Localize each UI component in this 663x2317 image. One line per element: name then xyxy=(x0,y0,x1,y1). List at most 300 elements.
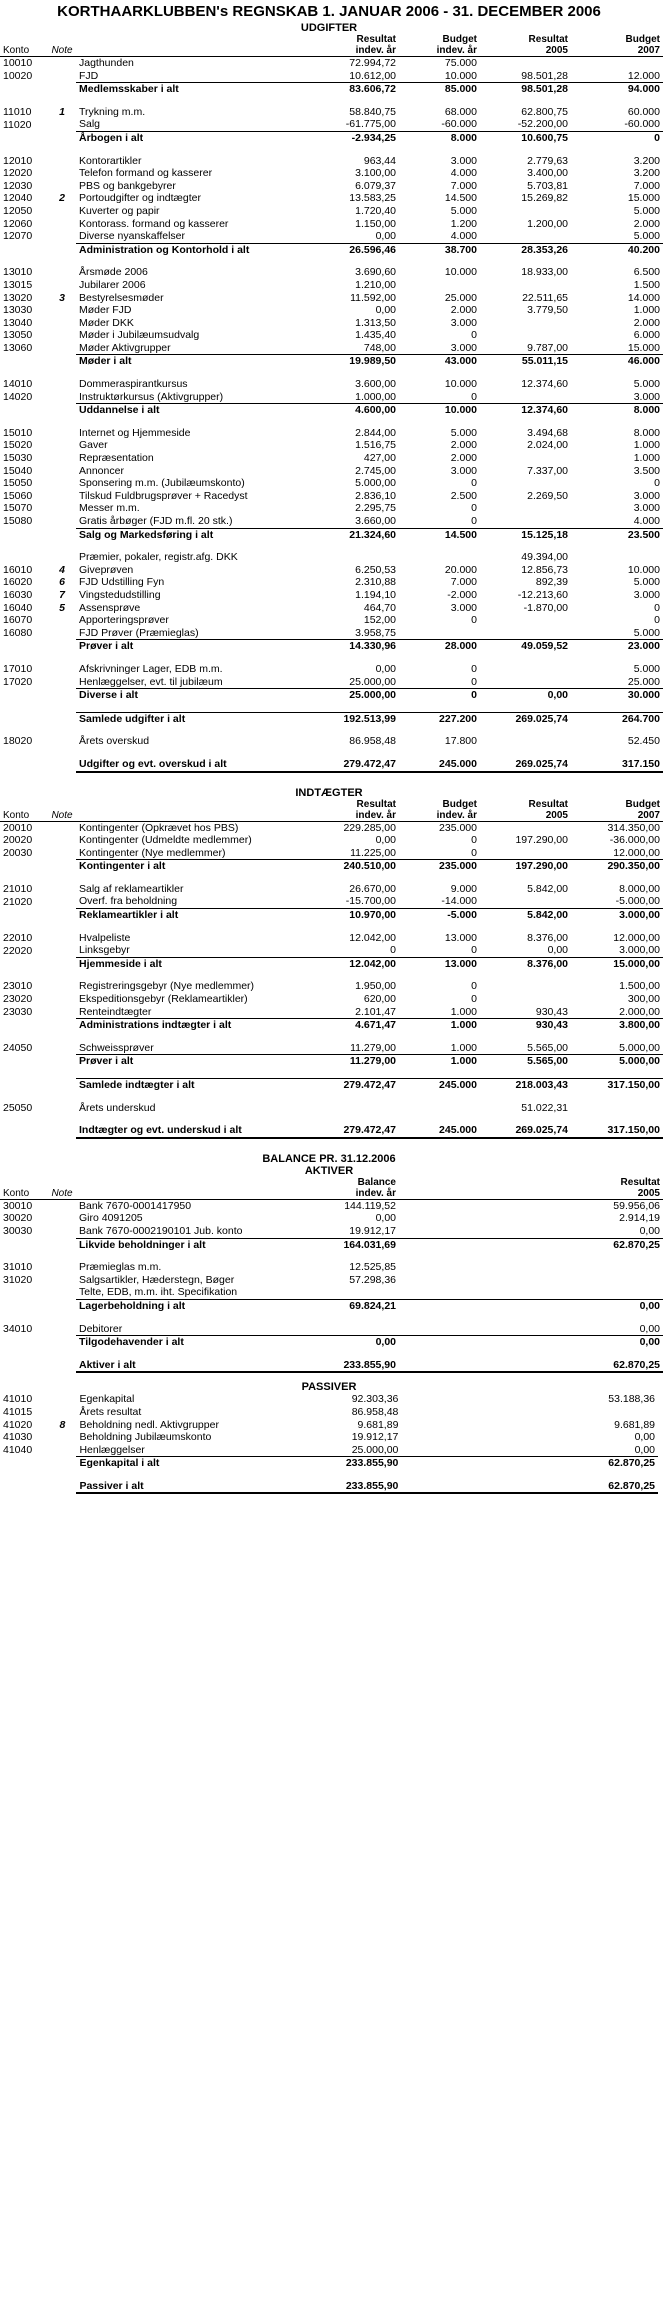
value-result: 21.324,60 xyxy=(314,528,399,541)
spacer-cell xyxy=(0,1032,48,1042)
account-name: Kontingenter (Opkrævet hos PBS) xyxy=(79,821,239,834)
spacer-cell xyxy=(314,1032,399,1042)
spacer-cell xyxy=(48,541,76,551)
value-result: 1.516,75 xyxy=(355,439,396,452)
account-number: 15020 xyxy=(3,439,33,452)
note-number xyxy=(48,502,76,515)
value-budget-2007: 3.500 xyxy=(633,464,660,477)
spacer-cell xyxy=(76,1114,314,1124)
account-row xyxy=(0,490,663,503)
spacer-cell xyxy=(399,368,480,378)
account-number: 16010 xyxy=(3,563,33,576)
value-result: 57.298,36 xyxy=(349,1273,396,1286)
spacer-cell xyxy=(480,1092,571,1102)
value-budget: 2.000 xyxy=(450,439,477,452)
spacer-cell xyxy=(399,970,480,980)
value-budget-2007: 1.000 xyxy=(633,452,660,465)
value-result: 279.472,47 xyxy=(314,1079,399,1092)
header-c3 xyxy=(480,1177,571,1200)
spacer-cell xyxy=(76,922,314,932)
spacer-row xyxy=(0,256,663,266)
value-result: 1.150,00 xyxy=(355,217,396,230)
value-budget-2007: 3.000 xyxy=(633,502,660,515)
account-row xyxy=(0,821,663,834)
account-name: Salg af reklameartikler xyxy=(79,882,184,895)
spacer-cell xyxy=(399,1032,480,1042)
spacer-cell xyxy=(399,96,480,106)
account-name: PBS og bankgebyrer xyxy=(79,179,176,192)
account-name: Kuverter og papir xyxy=(79,204,160,217)
value-budget xyxy=(401,1431,487,1444)
account-number xyxy=(0,1079,48,1092)
value-budget xyxy=(399,1225,480,1238)
account-name: Telefon formand og kasserer xyxy=(79,167,213,180)
value-result: -61.775,00 xyxy=(345,118,396,131)
account-row xyxy=(0,614,663,627)
value-result: 14.330,96 xyxy=(314,640,399,653)
account-name: Prøver i alt xyxy=(76,640,314,653)
account-number xyxy=(0,404,48,417)
note-number xyxy=(48,230,76,243)
account-row xyxy=(0,1006,663,1019)
account-name: Afskrivninger Lager, EDB m.m. xyxy=(79,662,223,675)
spacer-row xyxy=(0,1032,663,1042)
value-result-2005 xyxy=(480,1212,571,1225)
value-result-2005: 197.290,00 xyxy=(480,860,571,873)
spacer-row xyxy=(0,873,663,883)
value-result-2005: 892,39 xyxy=(535,576,568,589)
account-name: Hvalpeliste xyxy=(79,931,131,944)
value-result-2005 xyxy=(487,1457,573,1470)
header-spacer xyxy=(76,799,314,822)
account-row xyxy=(0,70,663,83)
account-name: Egenkapital i alt xyxy=(76,1457,315,1470)
value-budget-2007: 0 xyxy=(654,601,660,614)
spacer-cell xyxy=(314,368,399,378)
value-budget xyxy=(399,1336,480,1349)
value-result-2005: 98.501,28 xyxy=(480,83,571,96)
spacer-cell xyxy=(480,368,571,378)
value-result-2005: -12.213,60 xyxy=(517,588,568,601)
account-row xyxy=(0,627,663,640)
value-result: 1.000,00 xyxy=(355,390,396,403)
account-number: 12070 xyxy=(3,230,33,243)
account-number: 15050 xyxy=(3,477,33,490)
spacer-cell xyxy=(76,96,314,106)
balance-title: BALANCE PR. 31.12.2006 xyxy=(262,1152,396,1165)
value-budget: 0 xyxy=(471,944,477,957)
value-result-2005 xyxy=(480,317,571,330)
account-row xyxy=(0,391,663,404)
value-result-2005: 2.779,63 xyxy=(527,154,568,167)
note-number: 4 xyxy=(59,563,65,576)
spacer-cell xyxy=(480,1068,571,1079)
value-result: 92.303,36 xyxy=(351,1393,399,1406)
value-budget-2007: 300,00 xyxy=(627,993,660,1006)
spacer-cell xyxy=(76,1251,314,1261)
account-number: 30030 xyxy=(3,1225,33,1238)
value-result-2005: 269.025,74 xyxy=(480,712,571,725)
account-name: Møder i Jubilæumsudvalg xyxy=(79,329,200,342)
value-budget-2007: 264.700 xyxy=(571,712,663,725)
value-result xyxy=(314,1286,399,1299)
spacer-cell xyxy=(399,748,480,758)
account-number xyxy=(0,1238,48,1251)
spacer-cell xyxy=(76,1092,314,1102)
account-name: Præmieglas m.m. xyxy=(79,1261,162,1274)
spacer-cell xyxy=(48,1032,76,1042)
account-number: 41030 xyxy=(3,1431,33,1444)
value-result-2005 xyxy=(487,1419,573,1432)
value-result-2005: 9.787,00 xyxy=(527,341,568,354)
note-number xyxy=(48,932,76,945)
value-budget-2007: 62.870,25 xyxy=(572,1457,658,1470)
account-name: Møder i alt xyxy=(76,355,314,368)
value-budget-2007: 0,00 xyxy=(639,1224,660,1237)
account-name: FJD Udstilling Fyn xyxy=(79,576,165,589)
value-result: 464,70 xyxy=(363,601,396,614)
spacer-row xyxy=(0,1114,663,1124)
spacer-cell xyxy=(480,653,571,663)
account-name: Uddannelse i alt xyxy=(76,404,314,417)
value-result-2005: 18.933,00 xyxy=(521,266,568,279)
account-number xyxy=(0,712,48,725)
value-budget xyxy=(399,1199,480,1212)
value-budget-2007: 8.000,00 xyxy=(619,882,660,895)
account-name: Renteindtægter xyxy=(79,1005,152,1018)
value-budget: 0 xyxy=(471,614,477,627)
spacer-cell xyxy=(480,145,571,155)
account-number: 11010 xyxy=(3,105,32,118)
account-number: 13060 xyxy=(3,342,33,355)
header-line: Budget xyxy=(442,34,477,45)
value-result-2005 xyxy=(480,1359,571,1373)
note-number xyxy=(48,689,76,702)
value-budget xyxy=(401,1393,487,1406)
note-number: 7 xyxy=(59,588,65,601)
account-name: Reklameartikler i alt xyxy=(76,909,314,922)
value-result-2005 xyxy=(480,627,571,640)
spacer-cell xyxy=(0,96,48,106)
account-number: 13010 xyxy=(3,266,33,279)
spacer-cell xyxy=(571,922,663,932)
note-number xyxy=(48,490,76,503)
account-name: Linksgebyr xyxy=(79,944,130,957)
header-line: 2005 xyxy=(545,45,568,56)
column-header-row xyxy=(0,1177,663,1200)
value-budget-2007: 0 xyxy=(571,131,663,144)
account-row xyxy=(0,218,663,231)
spacer-cell xyxy=(0,417,48,427)
value-result: 19.989,50 xyxy=(314,355,399,368)
header-line: Resultat xyxy=(620,1176,660,1188)
value-budget-2007: 317.150,00 xyxy=(571,1079,663,1092)
spacer-cell xyxy=(76,541,314,551)
column-header-row xyxy=(0,799,663,822)
note-number xyxy=(48,1006,76,1019)
header-konto: Konto xyxy=(0,799,48,822)
account-number: 18020 xyxy=(3,735,33,748)
account-number: 20020 xyxy=(3,834,33,847)
account-name: Administration og Kontorhold i alt xyxy=(76,243,314,256)
header-c2 xyxy=(399,799,480,822)
value-result: 2.836,10 xyxy=(355,489,396,502)
total-row xyxy=(0,758,663,772)
account-row xyxy=(0,1419,658,1432)
value-result: 2.310,88 xyxy=(355,576,396,589)
value-result: 58.840,75 xyxy=(349,105,396,118)
value-result-2005: -52.200,00 xyxy=(517,118,568,131)
value-result-2005 xyxy=(480,1238,571,1251)
value-result: 12.525,85 xyxy=(349,1261,396,1274)
spacer-cell xyxy=(0,873,48,883)
value-result-2005: 62.800,75 xyxy=(521,105,568,118)
note-number xyxy=(48,1406,76,1419)
account-number: 13020 xyxy=(3,291,33,304)
account-name: Møder FJD xyxy=(79,304,132,317)
value-budget: 5.000 xyxy=(450,426,477,439)
account-name: Henlæggelser xyxy=(79,1443,145,1456)
account-number: 41040 xyxy=(3,1443,33,1456)
value-budget xyxy=(401,1457,487,1470)
spacer-cell xyxy=(0,702,48,713)
spacer-cell xyxy=(571,541,663,551)
spacer-cell xyxy=(48,653,76,663)
value-budget-2007: 0,00 xyxy=(634,1431,655,1444)
value-budget-2007: 0,00 xyxy=(571,1336,663,1349)
value-result: 144.119,52 xyxy=(344,1199,396,1212)
value-result: 192.513,99 xyxy=(314,712,399,725)
spacer-row xyxy=(0,96,663,106)
note-number xyxy=(48,957,76,970)
spacer-cell xyxy=(48,970,76,980)
account-number: 21020 xyxy=(3,895,33,908)
spacer-cell xyxy=(401,1470,487,1480)
spacer-cell xyxy=(314,725,399,735)
spacer-cell xyxy=(314,970,399,980)
account-row xyxy=(0,1274,663,1287)
note-number xyxy=(48,1359,76,1373)
account-name: Assensprøve xyxy=(79,601,141,614)
value-budget: 10.000 xyxy=(444,378,477,391)
spacer-cell xyxy=(487,1470,573,1480)
spacer-cell xyxy=(571,873,663,883)
value-result: 19.912,17 xyxy=(349,1224,396,1237)
header-konto: Konto xyxy=(0,34,48,57)
value-budget xyxy=(399,1274,480,1287)
note-number xyxy=(48,155,76,168)
value-budget: 17.800 xyxy=(444,735,477,748)
spacer-cell xyxy=(480,702,571,713)
value-budget xyxy=(399,1261,480,1274)
value-budget: 227.200 xyxy=(399,712,480,725)
value-result-2005: 269.025,74 xyxy=(480,1124,571,1138)
note-number xyxy=(48,355,76,368)
value-result: 0,00 xyxy=(375,1212,396,1225)
value-result-2005: 15.125,18 xyxy=(480,528,571,541)
spacer-cell xyxy=(314,1251,399,1261)
value-budget-2007: 5.000 xyxy=(633,204,660,217)
value-budget: -60.000 xyxy=(441,118,477,131)
total-row xyxy=(0,689,663,702)
account-name: Præmier, pokaler, registr.afg. DKK xyxy=(79,551,238,564)
spacer-cell xyxy=(399,1251,480,1261)
total-row xyxy=(0,528,663,541)
account-name: Apporteringsprøver xyxy=(79,614,169,627)
spacer-cell xyxy=(314,145,399,155)
value-budget: 3.000 xyxy=(450,464,477,477)
header-line: indev. år xyxy=(355,809,396,821)
value-budget-2007: 3.800,00 xyxy=(571,1019,663,1032)
value-budget: 10.000 xyxy=(399,404,480,417)
account-number: 13050 xyxy=(3,329,33,342)
account-number: 15060 xyxy=(3,489,33,502)
account-name: Passiver i alt xyxy=(76,1480,315,1494)
value-result: 86.958,48 xyxy=(349,735,396,748)
value-result: 2.295,75 xyxy=(355,502,396,515)
value-budget: 0 xyxy=(471,846,477,859)
spacer-cell xyxy=(399,873,480,883)
header-c4 xyxy=(571,1177,663,1200)
spacer-cell xyxy=(480,256,571,266)
value-budget xyxy=(399,279,480,292)
value-budget xyxy=(399,1286,480,1299)
account-row xyxy=(0,515,663,528)
account-number xyxy=(0,355,48,368)
account-number: 17020 xyxy=(3,675,33,688)
value-budget-2007: 3.000,00 xyxy=(571,909,663,922)
account-row xyxy=(0,378,663,391)
account-name: Aktiver i alt xyxy=(76,1359,314,1373)
value-budget xyxy=(399,1299,480,1312)
value-budget-2007: 25.000 xyxy=(627,675,660,688)
value-result: 25.000,00 xyxy=(314,689,399,702)
spacer-cell xyxy=(571,653,663,663)
value-budget-2007: 60.000 xyxy=(627,105,660,118)
value-result: 2.844,00 xyxy=(355,426,396,439)
account-number: 30020 xyxy=(3,1212,33,1225)
spacer-cell xyxy=(480,1251,571,1261)
header-line: Budget xyxy=(625,34,660,45)
value-result: 2.745,00 xyxy=(355,464,396,477)
account-name: Kontingenter i alt xyxy=(76,860,314,873)
account-name: Bestyrelsesmøder xyxy=(79,291,164,304)
value-budget-2007: 3.000 xyxy=(633,390,660,403)
value-budget-2007: 3.000 xyxy=(633,588,660,601)
spacer-cell xyxy=(0,922,48,932)
value-budget: 68.000 xyxy=(444,105,477,118)
note-number xyxy=(48,317,76,330)
value-budget-2007: 2.000 xyxy=(633,316,660,329)
value-budget: 235.000 xyxy=(399,860,480,873)
note-number xyxy=(48,895,76,908)
account-number: 10010 xyxy=(3,57,33,69)
note-number xyxy=(48,712,76,725)
spacer-cell xyxy=(571,1032,663,1042)
account-number: 21010 xyxy=(3,882,33,895)
note-number xyxy=(48,1457,76,1470)
value-budget-2007: 94.000 xyxy=(571,83,663,96)
note-number xyxy=(48,1480,76,1494)
header-c3 xyxy=(480,799,571,822)
spacer-cell xyxy=(399,417,480,427)
account-row xyxy=(0,1225,663,1238)
header-line: 2005 xyxy=(637,1187,660,1199)
value-result-2005: 5.565,00 xyxy=(480,1055,571,1068)
value-result: 10.612,00 xyxy=(349,69,396,82)
note-number xyxy=(48,167,76,180)
value-budget: 85.000 xyxy=(399,83,480,96)
section-title: UDGIFTER xyxy=(300,22,358,34)
ledger-table xyxy=(0,34,663,773)
value-budget: 4.000 xyxy=(450,167,477,180)
value-result-2005: 5.842,00 xyxy=(480,909,571,922)
value-result: 233.855,90 xyxy=(316,1457,402,1470)
total-row xyxy=(0,1480,658,1494)
account-row xyxy=(0,576,663,589)
value-result-2005: 1.200,00 xyxy=(527,217,568,230)
section-title: PASSIVER xyxy=(301,1381,357,1394)
value-budget: 1.000 xyxy=(450,1041,477,1054)
note-number xyxy=(48,1393,76,1406)
header-line: indev. år xyxy=(355,1187,396,1199)
account-name: Ekspeditionsgebyr (Reklameartikler) xyxy=(79,993,248,1006)
section-gap xyxy=(0,1373,658,1381)
value-result-2005 xyxy=(480,329,571,342)
spacer-cell xyxy=(571,748,663,758)
account-number: 23030 xyxy=(3,1005,33,1018)
account-row xyxy=(0,883,663,896)
value-result: 6.250,53 xyxy=(355,563,396,576)
spacer-cell xyxy=(571,145,663,155)
value-result: 4.600,00 xyxy=(314,404,399,417)
account-number: 15040 xyxy=(3,464,33,477)
value-budget-2007: 5.000 xyxy=(633,662,660,675)
account-name: Beholdning nedl. Aktivgrupper xyxy=(79,1418,219,1431)
spacer-cell xyxy=(76,1032,314,1042)
spacer-cell xyxy=(76,702,314,713)
spacer-cell xyxy=(314,1068,399,1079)
value-result xyxy=(314,1323,399,1336)
value-budget: 245.000 xyxy=(399,758,480,772)
note-number xyxy=(48,834,76,847)
spacer-cell xyxy=(480,1349,571,1359)
spacer-cell xyxy=(76,1313,314,1323)
note-number xyxy=(48,528,76,541)
account-number: 17010 xyxy=(3,662,33,675)
value-budget xyxy=(401,1419,487,1432)
spacer-cell xyxy=(76,1470,315,1480)
note-number xyxy=(48,131,76,144)
note-number xyxy=(48,909,76,922)
total-row xyxy=(0,1019,663,1032)
account-number: 16040 xyxy=(3,601,33,614)
account-number: 31020 xyxy=(3,1273,33,1286)
value-budget-2007 xyxy=(571,1274,663,1287)
value-budget: -5.000 xyxy=(399,909,480,922)
value-budget: 0 xyxy=(471,329,477,342)
value-budget-2007: 317.150,00 xyxy=(571,1124,663,1138)
value-budget-2007: 5.000 xyxy=(633,626,660,639)
value-budget-2007 xyxy=(571,57,663,70)
value-budget: 0 xyxy=(471,993,477,1006)
value-result: 1.435,40 xyxy=(355,329,396,342)
value-budget-2007: 53.188,36 xyxy=(608,1393,655,1406)
account-number xyxy=(0,1124,48,1138)
value-budget: 1.000 xyxy=(450,1005,477,1018)
note-number xyxy=(48,640,76,653)
value-result-2005: 7.337,00 xyxy=(527,464,568,477)
